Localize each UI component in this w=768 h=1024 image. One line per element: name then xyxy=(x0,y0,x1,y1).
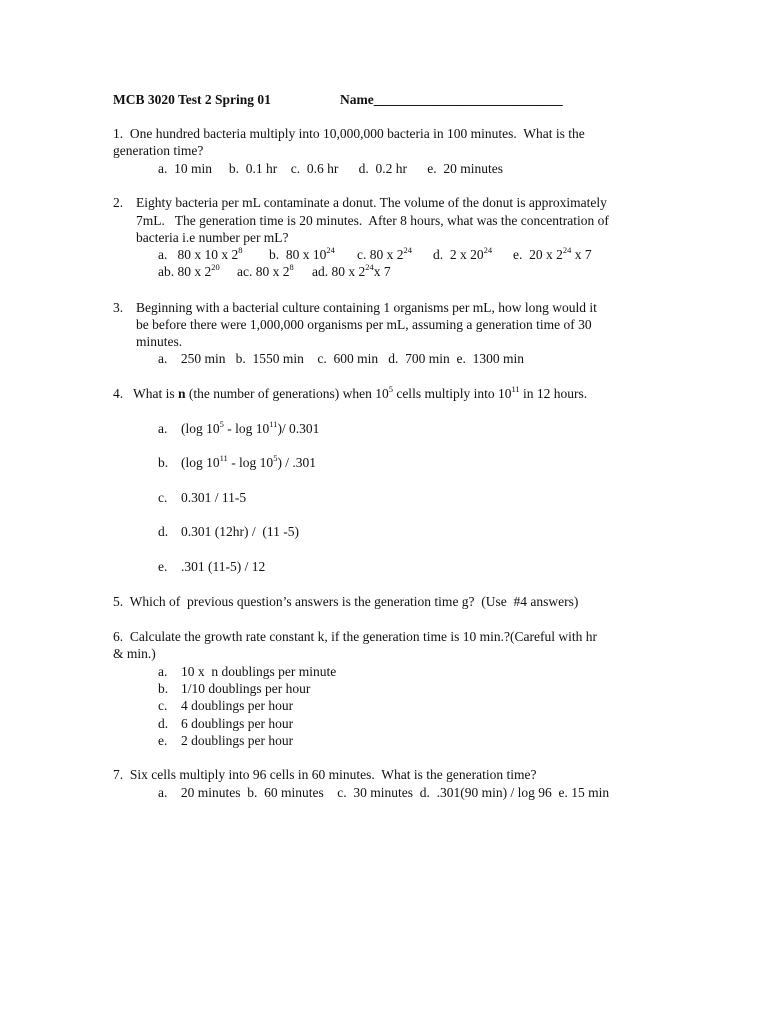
q4-b-e2: 5 xyxy=(273,453,278,463)
q2-number: 2. xyxy=(113,195,124,210)
q4-option-d-letter: d. xyxy=(158,524,169,539)
q2-option-ab-exp: 20 xyxy=(211,262,220,272)
q2-line1: Eighty bacteria per mL contaminate a donut. The volume of the donut is approximately xyxy=(136,195,607,210)
q4-lead: 4. What is xyxy=(113,386,178,401)
q3-line3: minutes. xyxy=(136,334,183,349)
q2-option-e-tail: x 7 xyxy=(571,247,592,262)
name-field-label xyxy=(340,92,563,108)
q4-option-e-letter: e. xyxy=(158,559,168,574)
q7-options: a. 20 minutes b. 60 minutes c. 30 minutes d. .301(90 min) / log 96 e. 15 min xyxy=(158,785,610,800)
q4-option-e: .301 (11-5) / 12 xyxy=(181,559,266,574)
q2-option-b: b. 80 x 10 xyxy=(269,247,327,262)
q2-option-e: e. 20 x 2 xyxy=(513,247,563,262)
q3-number: 3. xyxy=(113,300,124,315)
q2-option-a: a. 80 x 10 x 2 xyxy=(158,247,239,262)
q4-prompt xyxy=(113,386,587,402)
q1-line2: generation time? xyxy=(113,143,204,158)
q4-a-t3: )/ 0.301 xyxy=(277,421,320,436)
q3-line2: be before there were 1,000,000 organisms per mL, assuming a generation time of 30 xyxy=(136,317,592,332)
q2-option-ad-exp: 24 xyxy=(365,262,374,272)
q2-option-ad-tail: x 7 xyxy=(373,264,391,279)
q2-option-c: c. 80 x 2 xyxy=(357,247,404,262)
q2-option-e-wrap xyxy=(513,247,592,263)
q4-exp2: 11 xyxy=(511,384,520,394)
q4-b-t2: - log 10 xyxy=(227,455,274,470)
q4-mid1: (the number of generations) when 10 xyxy=(185,386,389,401)
q2-option-c-wrap xyxy=(357,247,412,263)
q4-b-e1: 11 xyxy=(219,453,228,463)
q2-option-b-exp: 24 xyxy=(326,245,335,255)
q2-line2: 7mL. The generation time is 20 minutes. After 8 hours, what was the concentration of xyxy=(136,213,609,228)
q4-exp1: 5 xyxy=(388,384,393,394)
q2-options-row1 xyxy=(158,247,243,263)
q2-option-c-exp: 24 xyxy=(403,245,412,255)
q6-option-d: 6 doublings per hour xyxy=(181,716,294,731)
q6-option-a: 10 x n doublings per minute xyxy=(181,664,337,679)
q6-option-d-letter: d. xyxy=(158,716,169,731)
q2-option-ad-wrap xyxy=(312,264,391,280)
q4-mid2: cells multiply into 10 xyxy=(392,386,512,401)
q1-options: a. 10 min b. 0.1 hr c. 0.6 hr d. 0.2 hr e. 20 minutes xyxy=(158,161,503,176)
q6-option-a-letter: a. xyxy=(158,664,168,679)
q4-tail: in 12 hours. xyxy=(519,386,588,401)
q6-line1: 6. Calculate the growth rate constant k, if the generation time is 10 min.?(Careful with hr xyxy=(113,629,597,644)
q4-option-b-letter: b. xyxy=(158,455,169,470)
q4-option-c-letter: c. xyxy=(158,490,168,505)
q6-option-c-letter: c. xyxy=(158,698,168,713)
q6-option-e-letter: e. xyxy=(158,733,168,748)
q3-line1: Beginning with a bacterial culture containing 1 organisms per mL, how long would it xyxy=(136,300,597,315)
q2-option-ac-wrap xyxy=(237,264,294,280)
q3-options: a. 250 min b. 1550 min c. 600 min d. 700 min e. 1300 min xyxy=(158,351,524,366)
q4-n-bold: n xyxy=(178,386,186,401)
q2-option-ab-wrap xyxy=(158,264,220,280)
q6-option-c: 4 doublings per hour xyxy=(181,698,294,713)
name-label: Name xyxy=(340,92,374,107)
q2-option-d: d. 2 x 20 xyxy=(433,247,484,262)
q6-line2: & min.) xyxy=(113,646,156,661)
q2-option-a-exp: 8 xyxy=(238,245,243,255)
q6-option-b: 1/10 doublings per hour xyxy=(181,681,311,696)
q4-option-a xyxy=(181,421,319,437)
q4-b-t1: (log 10 xyxy=(181,455,220,470)
q2-option-d-exp: 24 xyxy=(483,245,493,255)
q2-option-ac-exp: 8 xyxy=(289,262,294,272)
q4-a-e1: 5 xyxy=(219,419,224,429)
q5-line1: 5. Which of previous question’s answers is the generation time g? (Use #4 answers) xyxy=(113,594,579,609)
q2-option-ac: ac. 80 x 2 xyxy=(237,264,290,279)
q2-option-b-wrap xyxy=(269,247,335,263)
q4-a-t2: - log 10 xyxy=(223,421,270,436)
q4-option-b xyxy=(181,455,316,471)
test-title: MCB 3020 Test 2 Spring 01 xyxy=(113,92,271,107)
q2-option-ad: ad. 80 x 2 xyxy=(312,264,366,279)
name-blank: ____________________________ xyxy=(373,92,563,107)
q4-a-t1: (log 10 xyxy=(181,421,220,436)
q7-line1: 7. Six cells multiply into 96 cells in 60 minutes. What is the generation time? xyxy=(113,767,537,782)
q4-option-d: 0.301 (12hr) / (11 -5) xyxy=(181,524,299,539)
q4-b-t3: ) / .301 xyxy=(277,455,317,470)
q2-option-d-wrap xyxy=(433,247,492,263)
q6-option-b-letter: b. xyxy=(158,681,169,696)
q2-option-e-exp: 24 xyxy=(562,245,572,255)
q4-option-a-letter: a. xyxy=(158,421,168,436)
q2-line3: bacteria i.e number per mL? xyxy=(136,230,289,245)
q4-option-c: 0.301 / 11-5 xyxy=(181,490,247,505)
q4-a-e2: 11 xyxy=(269,419,278,429)
q2-option-ab: ab. 80 x 2 xyxy=(158,264,212,279)
q1-line1: 1. One hundred bacteria multiply into 10,000,000 bacteria in 100 minutes. What is the xyxy=(113,126,585,141)
q6-option-e: 2 doublings per hour xyxy=(181,733,294,748)
